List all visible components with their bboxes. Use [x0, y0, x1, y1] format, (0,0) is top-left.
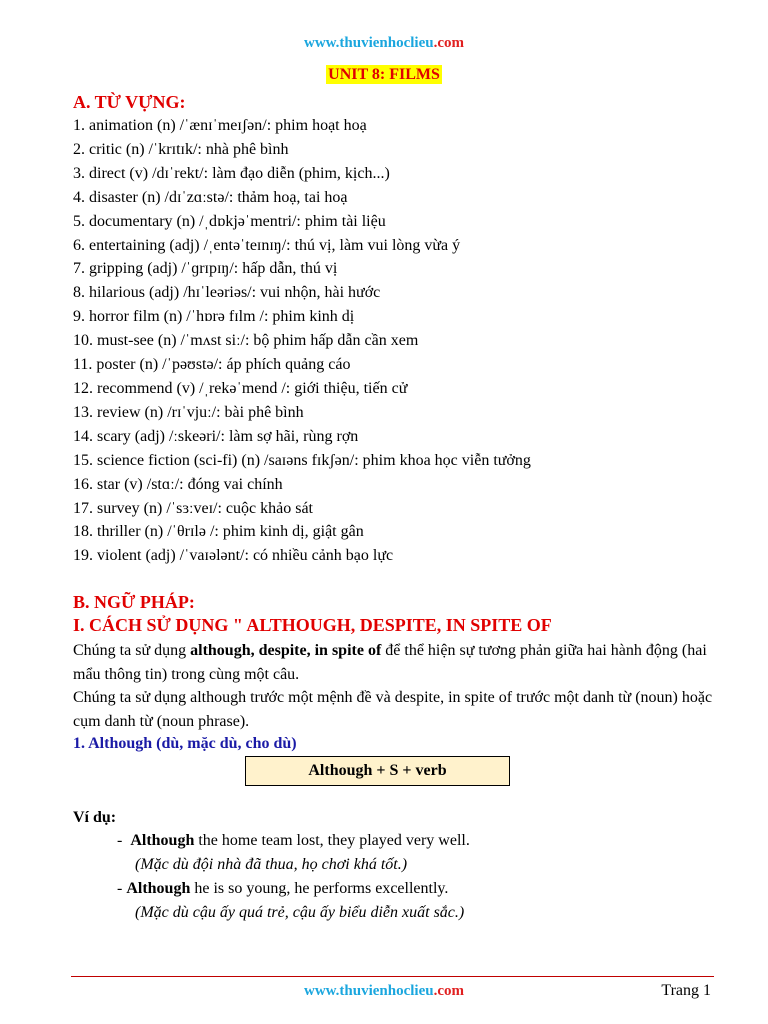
vocab-item: 10. must-see (n) /ˈmʌst siː/: bộ phim hấp dẫn cần xem	[73, 332, 419, 350]
vocab-item: 3. direct (v) /dɪˈrekt/: làm đạo diễn (phim, kịch...)	[73, 164, 390, 182]
example-2	[117, 880, 448, 898]
vocab-item: 15. science fiction (sci-fi) (n) /saɪəns fɪkʃən/: phim khoa học viễn tưởng	[73, 451, 531, 469]
header-site-tld: .com	[433, 35, 464, 51]
example-2-bold: Although	[126, 880, 191, 897]
example-2-translation: (Mặc dù cậu ấy quá trẻ, cậu ấy biểu diễn xuất sắc.)	[135, 904, 465, 921]
grammar-paragraph-1	[73, 639, 713, 686]
grammar-subheading: I. CÁCH SỬ DỤNG " ALTHOUGH, DESPITE, IN SPITE OF	[73, 615, 552, 635]
formula-box: Although + S + verb	[245, 756, 510, 786]
grammar-paragraph-2: Chúng ta sử dụng although trước một mệnh đề và despite, in spite of trước một danh từ (noun) hoặc cụm danh từ (noun phrase).	[73, 689, 713, 730]
vocab-item: 7. gripping (adj) /ˈɡrɪpɪŋ/: hấp dẫn, thú vị	[73, 260, 338, 278]
vocab-item: 1. animation (n) /ˈænɪˈmeɪʃən/: phim hoạt hoạ	[73, 117, 367, 134]
vocab-item: 4. disaster (n) /dɪˈzɑːstə/: thảm hoạ, tai hoạ	[73, 188, 348, 206]
vocab-item: 12. recommend (v) /ˌrekəˈmend /: giới thiệu, tiến cử	[73, 379, 408, 397]
para1-pre: Chúng ta sử dụng	[73, 642, 191, 659]
vocab-item: 19. violent (adj) /ˈvaɪələnt/: có nhiều cảnh bạo lực	[73, 547, 394, 565]
footer-divider	[71, 976, 714, 977]
example-2-dash: -	[117, 880, 127, 897]
header-site-name: www.thuvienhoclieu	[303, 35, 434, 51]
vocab-item: 8. hilarious (adj) /hɪˈleəriəs/: vui nhộn, hài hước	[73, 284, 381, 302]
example-label: Ví dụ:	[73, 809, 117, 826]
vocab-item: 5. documentary (n) /ˌdɒkjəˈmentri/: phim tài liệu	[73, 212, 386, 230]
example-1-bold: Although	[130, 832, 195, 849]
section-b-heading: B. NGỮ PHÁP:	[73, 592, 195, 612]
example-1-dash: -	[117, 832, 131, 849]
header-site-link[interactable]	[0, 35, 768, 52]
footer-site-tld: .com	[433, 983, 464, 999]
section-a-heading: A. TỪ VỰNG:	[73, 92, 186, 112]
vocab-item: 13. review (n) /rɪˈvjuː/: bài phê bình	[73, 403, 304, 421]
vocab-item: 18. thriller (n) /ˈθrɪlə /: phim kinh dị, giật gân	[73, 523, 364, 541]
vocab-item: 11. poster (n) /ˈpəʊstə/: áp phích quảng cáo	[73, 356, 351, 374]
vocab-item: 17. survey (n) /ˈsɜːveɪ/: cuộc khảo sát	[73, 499, 313, 517]
vocab-item: 14. scary (adj) /ːskeəri/: làm sợ hãi, rùng rợn	[73, 427, 359, 445]
vocab-item: 9. horror film (n) /ˈhɒrə fɪlm /: phim kinh dị	[73, 308, 355, 326]
vocab-item: 6. entertaining (adj) /ˌentəˈteɪnɪŋ/: thú vị, làm vui lòng vừa ý	[73, 236, 461, 254]
vocab-item: 16. star (v) /stɑː/: đóng vai chính	[73, 475, 283, 493]
page-number: Trang 1	[661, 982, 711, 999]
example-1	[117, 832, 470, 850]
vocab-item: 2. critic (n) /ˈkrɪtɪk/: nhà phê bình	[73, 140, 289, 158]
although-heading: 1. Although (dù, mặc dù, cho dù)	[73, 735, 297, 752]
para1-post: để thể hiện sự tương phản giữa hai hành động (hai mẩu thông tin) trong cùng một câu.	[73, 642, 707, 683]
footer-site-link[interactable]	[0, 983, 768, 1000]
vocab-list	[73, 114, 531, 568]
para1-bold: although, despite, in spite of	[190, 642, 382, 659]
example-1-translation: (Mặc dù đội nhà đã thua, họ chơi khá tốt.)	[135, 856, 408, 873]
footer-site-name: www.thuvienhoclieu	[303, 983, 434, 999]
page-title: UNIT 8: FILMS	[328, 66, 440, 83]
example-1-rest: the home team lost, they played very well.	[194, 832, 470, 849]
example-2-rest: he is so young, he performs excellently.	[190, 880, 449, 897]
